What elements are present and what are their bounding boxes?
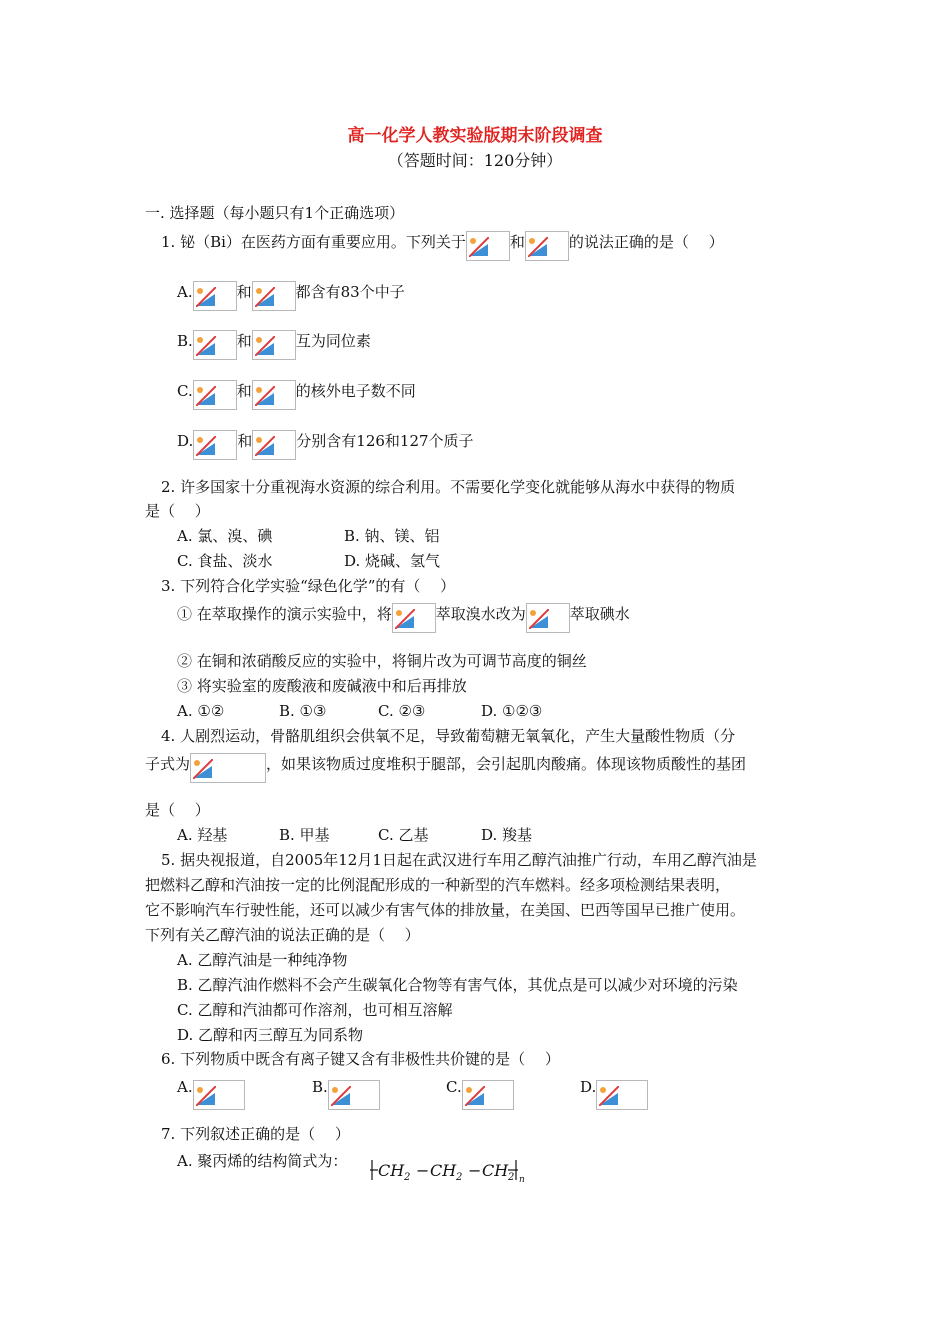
conjunction: 和 bbox=[236, 332, 252, 350]
q7-stem: 7. 下列叙述正确的是（ ） bbox=[161, 1125, 350, 1143]
q1-stem-text-b: 和 bbox=[509, 233, 525, 251]
q4-stem-line2 bbox=[145, 753, 746, 783]
q4-option-c: C. 乙基 bbox=[378, 826, 429, 844]
q3-item-1 bbox=[177, 603, 630, 633]
q3-item-3: ③ 将实验室的废酸液和废碱液中和后再排放 bbox=[177, 677, 467, 695]
q2-option-d: D. 烧碱、氢气 bbox=[344, 552, 441, 570]
conjunction: 和 bbox=[237, 432, 253, 450]
solvent-image-icon bbox=[526, 603, 570, 633]
compound-image-icon bbox=[328, 1080, 380, 1110]
q5-stem-line1: 5. 据央视报道，自2005年12月1日起在武汉进行车用乙醇汽油推广行动，车用乙醇汽油是 bbox=[161, 851, 757, 869]
q2-stem-line2: 是（ ） bbox=[145, 502, 210, 520]
page-subtitle: （答题时间：120分钟） bbox=[387, 151, 563, 170]
q4-option-d: D. 羧基 bbox=[481, 826, 533, 844]
q4-stem-line3: 是（ ） bbox=[145, 801, 210, 819]
item-text: ① 在萃取操作的演示实验中，将 bbox=[177, 605, 392, 623]
q7-option-a: A. 聚丙烯的结构简式为： bbox=[177, 1152, 348, 1170]
q6-option-b bbox=[312, 1077, 380, 1110]
conjunction: 和 bbox=[236, 382, 252, 400]
compound-image-icon bbox=[462, 1080, 514, 1110]
item-text: 萃取溴水改为 bbox=[435, 605, 526, 623]
q1-option-a bbox=[177, 281, 405, 311]
q3-stem: 3. 下列符合化学实验“绿色化学”的有（ ） bbox=[161, 577, 456, 595]
svg-text:CH: CH bbox=[430, 1161, 457, 1180]
svg-text:2: 2 bbox=[508, 1172, 515, 1183]
page-title: 高一化学人教实验版期末阶段调查 bbox=[347, 126, 603, 146]
q5-option-a: A. 乙醇汽油是一种纯净物 bbox=[177, 951, 348, 969]
q6-option-c bbox=[446, 1077, 514, 1110]
isotope-image-icon bbox=[193, 380, 237, 410]
stem-text: ，如果该物质过度堆积于腿部，会引起肌肉酸痛。体现该物质酸性的基团 bbox=[266, 755, 747, 773]
option-text: 都含有83个中子 bbox=[295, 283, 405, 301]
q3-option-c: C. ②③ bbox=[378, 702, 426, 720]
q1-stem-text-a: 1. 铋（Bi）在医药方面有重要应用。下列关于 bbox=[161, 233, 466, 251]
compound-image-icon bbox=[596, 1080, 648, 1110]
q1-option-d bbox=[177, 430, 474, 460]
option-label: A. bbox=[177, 1078, 193, 1096]
svg-text:n: n bbox=[519, 1175, 525, 1184]
q5-option-d: D. 乙醇和丙三醇互为同系物 bbox=[177, 1026, 364, 1044]
option-label: C. bbox=[177, 382, 193, 400]
q1-option-c bbox=[177, 380, 416, 410]
svg-text:2: 2 bbox=[456, 1172, 463, 1183]
option-label: A. bbox=[177, 283, 193, 301]
q3-option-d: D. ①②③ bbox=[481, 702, 543, 720]
q3-option-b: B. ①③ bbox=[279, 702, 327, 720]
isotope-image-icon bbox=[525, 231, 569, 261]
svg-text:CH: CH bbox=[378, 1161, 405, 1180]
isotope-image-icon bbox=[252, 281, 296, 311]
q1-option-b bbox=[177, 330, 371, 360]
q4-option-a: A. 羟基 bbox=[177, 826, 228, 844]
compound-image-icon bbox=[193, 1080, 245, 1110]
svg-text:−: − bbox=[416, 1161, 430, 1180]
option-text: 互为同位素 bbox=[295, 332, 371, 350]
isotope-image-icon bbox=[252, 430, 296, 460]
q4-option-b: B. 甲基 bbox=[279, 826, 330, 844]
q5-stem-line2: 把燃料乙醇和汽油按一定的比例混配形成的一种新型的汽车燃料。经多项检测结果表明， bbox=[145, 876, 731, 894]
option-label: D. bbox=[580, 1078, 597, 1096]
isotope-image-icon bbox=[193, 430, 237, 460]
isotope-image-icon bbox=[193, 281, 237, 311]
q4-stem-line1: 4. 人剧烈运动，骨骼肌组织会供氧不足，导致葡萄糖无氧氧化，产生大量酸性物质（分 bbox=[161, 727, 736, 745]
q5-option-b: B. 乙醇汽油作燃料不会产生碳氧化合物等有害气体，其优点是可以减少对环境的污染 bbox=[177, 976, 738, 994]
q1-stem-text-c: 的说法正确的是（ ） bbox=[568, 233, 724, 251]
q3-option-a: A. ①② bbox=[177, 702, 225, 720]
item-text: 萃取碘水 bbox=[569, 605, 630, 623]
formula-image-icon bbox=[190, 753, 266, 783]
solvent-image-icon bbox=[392, 603, 436, 633]
option-label: D. bbox=[177, 432, 194, 450]
option-label: C. bbox=[446, 1078, 462, 1096]
stem-text: 子式为 bbox=[145, 755, 191, 773]
option-label: B. bbox=[312, 1078, 328, 1096]
polypropylene-formula-image bbox=[368, 1156, 548, 1189]
q6-option-a bbox=[177, 1077, 245, 1110]
q6-option-d bbox=[580, 1077, 648, 1110]
svg-text:2: 2 bbox=[404, 1172, 411, 1183]
isotope-image-icon bbox=[193, 330, 237, 360]
svg-text:−: − bbox=[468, 1161, 482, 1180]
q2-option-a: A. 氯、溴、碘 bbox=[177, 527, 273, 545]
isotope-image-icon bbox=[252, 330, 296, 360]
svg-text:CH: CH bbox=[482, 1161, 509, 1180]
q1-stem bbox=[161, 231, 724, 261]
option-text: 分别含有126和127个质子 bbox=[296, 432, 474, 450]
q3-item-2: ② 在铜和浓硝酸反应的实验中，将铜片改为可调节高度的铜丝 bbox=[177, 652, 587, 670]
section-heading: 一. 选择题（每小题只有1个正确选项） bbox=[145, 204, 405, 222]
isotope-image-icon bbox=[466, 231, 510, 261]
q2-option-b: B. 钠、镁、铝 bbox=[344, 527, 440, 545]
q2-option-c: C. 食盐、淡水 bbox=[177, 552, 273, 570]
q5-stem-line4: 下列有关乙醇汽油的说法正确的是（ ） bbox=[145, 926, 420, 944]
q5-stem-line3: 它不影响汽车行驶性能，还可以减少有害气体的排放量，在美国、巴西等国早已推广使用。 bbox=[145, 901, 746, 919]
q2-stem-line1: 2. 许多国家十分重视海水资源的综合利用。不需要化学变化就能够从海水中获得的物质 bbox=[161, 478, 736, 496]
q6-stem: 6. 下列物质中既含有离子键又含有非极性共价键的是（ ） bbox=[161, 1050, 560, 1068]
option-text: 的核外电子数不同 bbox=[295, 382, 416, 400]
option-label: B. bbox=[177, 332, 193, 350]
conjunction: 和 bbox=[236, 283, 252, 301]
isotope-image-icon bbox=[252, 380, 296, 410]
q5-option-c: C. 乙醇和汽油都可作溶剂，也可相互溶解 bbox=[177, 1001, 453, 1019]
